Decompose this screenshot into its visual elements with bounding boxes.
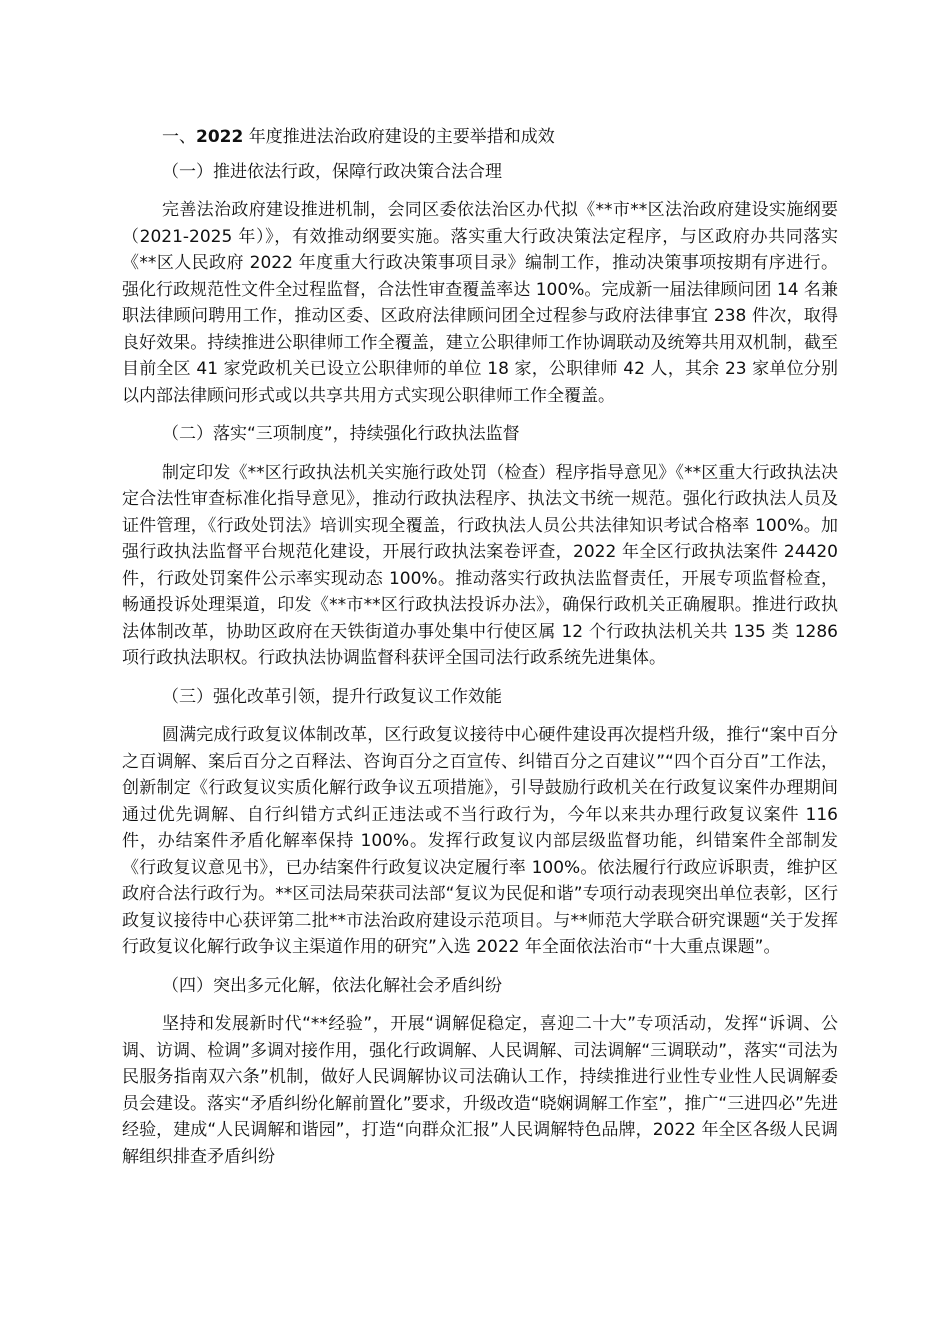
heading-prefix: 一、 [162, 127, 196, 147]
document-page [122, 124, 838, 1182]
section-4-title: （四）突出多元化解，依法化解社会矛盾纠纷 [162, 975, 502, 996]
section-4-body: 坚持和发展新时代“**经验”，开展“调解促稳定，喜迎二十大”专项活动，发挥“诉调、公调、访调、检调”多调对接作用，强化行政调解、人民调解、司法调解“三调联动”，落实“司法为民服务指南双六条”机制，做好人民调解协议司法确认工作，持续推进行业性专业性人民调解委员会建设。落实“矛盾纠纷化解前置化”要求，升级改造“晓娴调解工作室”，推广“三进四必”先进经验，建成“人民调解和谐园”，打造“向群众汇报”人民调解特色品牌，2022 年全区各级人民调解组织排查矛盾纠纷 [122, 1014, 838, 1167]
heading-text: 年度推进法治政府建设的主要举措和成效 [243, 127, 555, 147]
section-1-body: 完善法治政府建设推进机制，会同区委依法治区办代拟《**市**区法治政府建设实施纲要（2021-2025 年）》，有效推动纲要实施。落实重大行政决策法定程序，与区政府办共同落实《**区人民政府 2022 年度重大行政决策事项目录》编制工作，推动决策事项按期有序进行。强化行政规范性文件全过程监督，合法性审查覆盖率达 100%。完成新一届法律顾问团 14 名兼职法律顾问聘用工作，推动区委、区政府法律顾问团全过程参与政府法律事宜 238 件次，取得良好效果。持续推进公职律师工作全覆盖，建立公职律师工作协调联动及统筹共用双机制，截至目前全区 41 家党政机关已设立公职律师的单位 18 家，公职律师 42 人，其余 23 家单位分别以内部法律顾问形式或以共享共用方式实现公职律师工作全覆盖。 [122, 200, 838, 406]
section-3-title: （三）强化改革引领，提升行政复议工作效能 [162, 686, 502, 707]
section-1-title: （一）推进依法行政，保障行政决策合法合理 [162, 161, 502, 182]
section-2-title: （二）落实“三项制度”，持续强化行政执法监督 [162, 424, 520, 444]
heading-year: 2022 [196, 127, 244, 147]
section-2-body: 制定印发《**区行政执法机关实施行政处罚（检查）程序指导意见》《**区重大行政执法决定合法性审查标准化指导意见》，推动行政执法程序、执法文书统一规范。强化行政执法人员及证件管理，《行政处罚法》培训实现全覆盖，行政执法人员公共法律知识考试合格率 100%。加强行政执法监督平台规范化建设，开展行政执法案卷评查，2022 年全区行政执法案件 24420 件，行政处罚案件公示率实现动态 100%。推动落实行政执法监督责任，开展专项监督检查，畅通投诉处理渠道，印发《**市**区行政执法投诉办法》，确保行政机关正确履职。推进行政执法体制改革，协助区政府在天铁街道办事处集中行使区属 12 个行政执法机关共 135 类 1286 项行政执法职权。行政执法协调监督科获评全国司法行政系统先进集体。 [122, 462, 838, 668]
section-3-body: 圆满完成行政复议体制改革，区行政复议接待中心硬件建设再次提档升级，推行“案中百分之百调解、案后百分之百释法、咨询百分之百宣传、纠错百分之百建议”“四个百分百”工作法，创新制定《行政复议实质化解行政争议五项措施》，引导鼓励行政机关在行政复议案件办理期间通过优先调解、自行纠错方式纠正违法或不当行政行为，今年以来共办理行政复议案件 116 件，办结案件矛盾化解率保持 100%。发挥行政复议内部层级监督功能，纠错案件全部制发《行政复议意见书》，已办结案件行政复议决定履行率 100%。依法履行行政应诉职责，维护区政府合法行政行为。**区司法局荣获司法部“复议为民促和谐”专项行动表现突出单位表彰，区行政复议接待中心获评第二批**市法治政府建设示范项目。与**师范大学联合研究课题“关于发挥行政复议化解行政争议主渠道作用的研究”入选 2022 年全面依法治市“十大重点课题”。 [122, 725, 838, 957]
main-heading [122, 124, 838, 151]
